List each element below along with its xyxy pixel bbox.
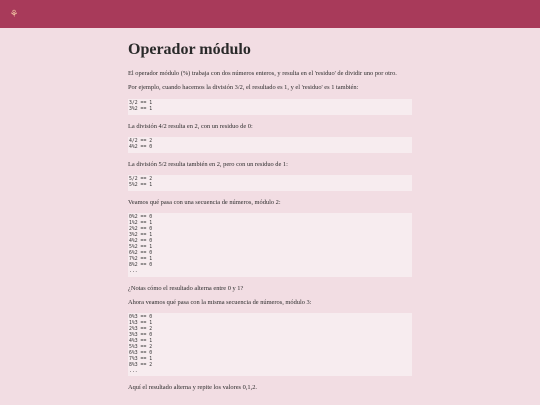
repeat-paragraph: Aquí el resultado alterna y repite los valores 0,1,2.	[128, 384, 258, 392]
example-paragraph: Por ejemplo, cuando hacemos la división 3/2, el resultado es 1, y el 'residuo' es 1 también:	[128, 84, 359, 92]
code-line: 7%2 == 1	[129, 256, 153, 262]
code-line: 3/2 == 1	[129, 100, 153, 106]
code-line: 1%2 == 1	[129, 221, 153, 227]
code-line: 0%2 == 0	[129, 215, 153, 221]
code-line: 4%2 == 0	[129, 144, 153, 150]
code-line: 6%3 == 0	[129, 350, 153, 356]
notice-paragraph: ¿Notas cómo el resultado alterna entre 0 y 1?	[128, 284, 244, 292]
code-line: 5%2 == 1	[129, 245, 153, 250]
code-line: 2%2 == 0	[129, 227, 153, 233]
code-block-5-div-2	[128, 175, 412, 191]
code-block-mod-3-sequence	[128, 313, 412, 376]
code-line: 5%3 == 2	[129, 344, 153, 350]
code-line: 8%3 == 2	[129, 362, 153, 368]
code-line: 1%3 == 1	[129, 321, 153, 327]
seq3-paragraph: Ahora veamos qué pasa con la misma secuencia de números, módulo 3:	[128, 298, 312, 306]
div5-paragraph: La división 5/2 resulta también en 2, pero con un residuo de 1:	[128, 160, 288, 168]
seq2-paragraph: Veamos qué pasa con una secuencia de números, módulo 2:	[128, 199, 281, 207]
code-block-mod-2-sequence	[128, 213, 412, 276]
code-line: 4%2 == 0	[129, 239, 153, 245]
code-line: 0%3 == 0	[129, 315, 153, 321]
code-line: 8%2 == 0	[129, 262, 153, 268]
code-line: 6%2 == 0	[129, 250, 153, 256]
code-block-3-div-2	[128, 99, 412, 115]
main-content	[128, 28, 412, 393]
code-line: 7%3 == 1	[129, 356, 153, 362]
intro-paragraph: El operador módulo (%) trabaja con dos números enteros, y resulta en el 'residuo' de dividir uno por otro.	[128, 70, 397, 77]
code-line: 4%3 == 1	[129, 338, 153, 344]
code-line: 3%2 == 1	[129, 106, 153, 112]
code-line: 5/2 == 2	[129, 177, 153, 183]
div4-paragraph: La división 4/2 resulta en 2, con un residuo de 0:	[128, 122, 253, 130]
top-navbar	[0, 0, 540, 28]
code-line: 3%3 == 0	[129, 333, 153, 339]
page-title: Operador módulo	[128, 41, 251, 58]
code-line: 2%3 == 2	[129, 327, 153, 333]
code-line: ...	[129, 368, 138, 374]
code-line: 4/2 == 2	[129, 139, 153, 145]
code-block-4-div-2	[128, 137, 412, 153]
code-line: 5%2 == 1	[129, 183, 153, 189]
code-line: ...	[129, 268, 138, 274]
code-line: 3%2 == 1	[129, 233, 153, 239]
molecule-logo-icon[interactable]: ⚘	[9, 8, 19, 20]
